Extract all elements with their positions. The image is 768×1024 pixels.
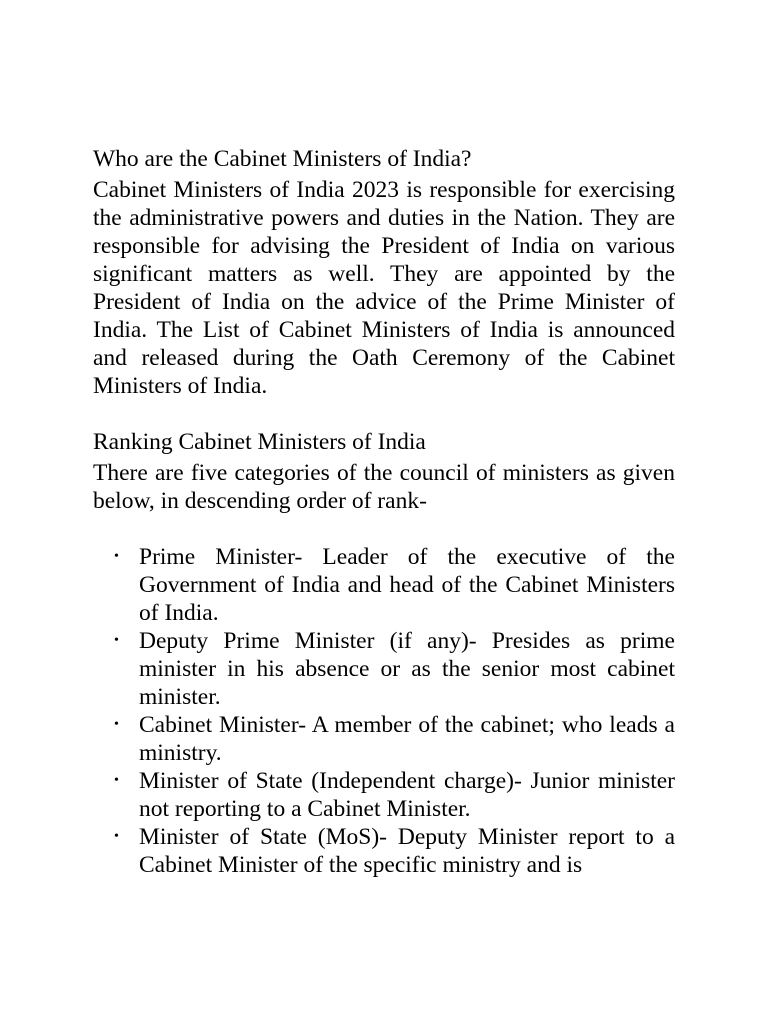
list-item: [93, 767, 675, 823]
list-item-text: Minister of State (Independent charge)- Junior minister not reporting to a Cabinet Minister.: [139, 768, 675, 822]
list-item-text: Cabinet Minister- A member of the cabinet; who leads a ministry.: [139, 712, 675, 766]
list-item-text: Prime Minister- Leader of the executive of the Government of India and head of the Cabinet Ministers of India.: [139, 544, 675, 626]
list-item: [93, 823, 675, 879]
bullet-icon: •: [114, 717, 119, 732]
list-item: [93, 543, 675, 627]
list-item: [93, 627, 675, 711]
list-item-text: Deputy Prime Minister (if any)- Presides as prime minister in his absence or as the senior most cabinet minister.: [139, 628, 675, 710]
list-item-text: Minister of State (MoS)- Deputy Minister report to a Cabinet Minister of the specific ministry and is: [139, 824, 675, 878]
section-heading-who-are: Who are the Cabinet Ministers of India?: [93, 146, 472, 172]
document-page: [93, 145, 675, 879]
bullet-icon: •: [114, 773, 119, 788]
rank-list: [93, 543, 675, 879]
spacer: [93, 400, 675, 428]
bullet-icon: •: [114, 829, 119, 844]
intro-paragraph: Cabinet Ministers of India 2023 is responsible for exercising the administrative powers and duties in the Nation. They are responsible for advising the President of India on various significant matters as well. They are appointed by the President of India on the advice of the Prime Minister of India. The List of Cabinet Ministers of India is announced and released during the Oath Ceremony of the Cabinet Ministers of India.: [93, 177, 675, 399]
list-item: [93, 711, 675, 767]
ranking-intro-paragraph: There are five categories of the council of ministers as given below, in descending order of rank-: [93, 460, 675, 514]
bullet-icon: •: [114, 633, 119, 648]
spacer: [93, 515, 675, 543]
bullet-icon: •: [114, 549, 119, 564]
section-heading-ranking: Ranking Cabinet Ministers of India: [93, 429, 426, 455]
